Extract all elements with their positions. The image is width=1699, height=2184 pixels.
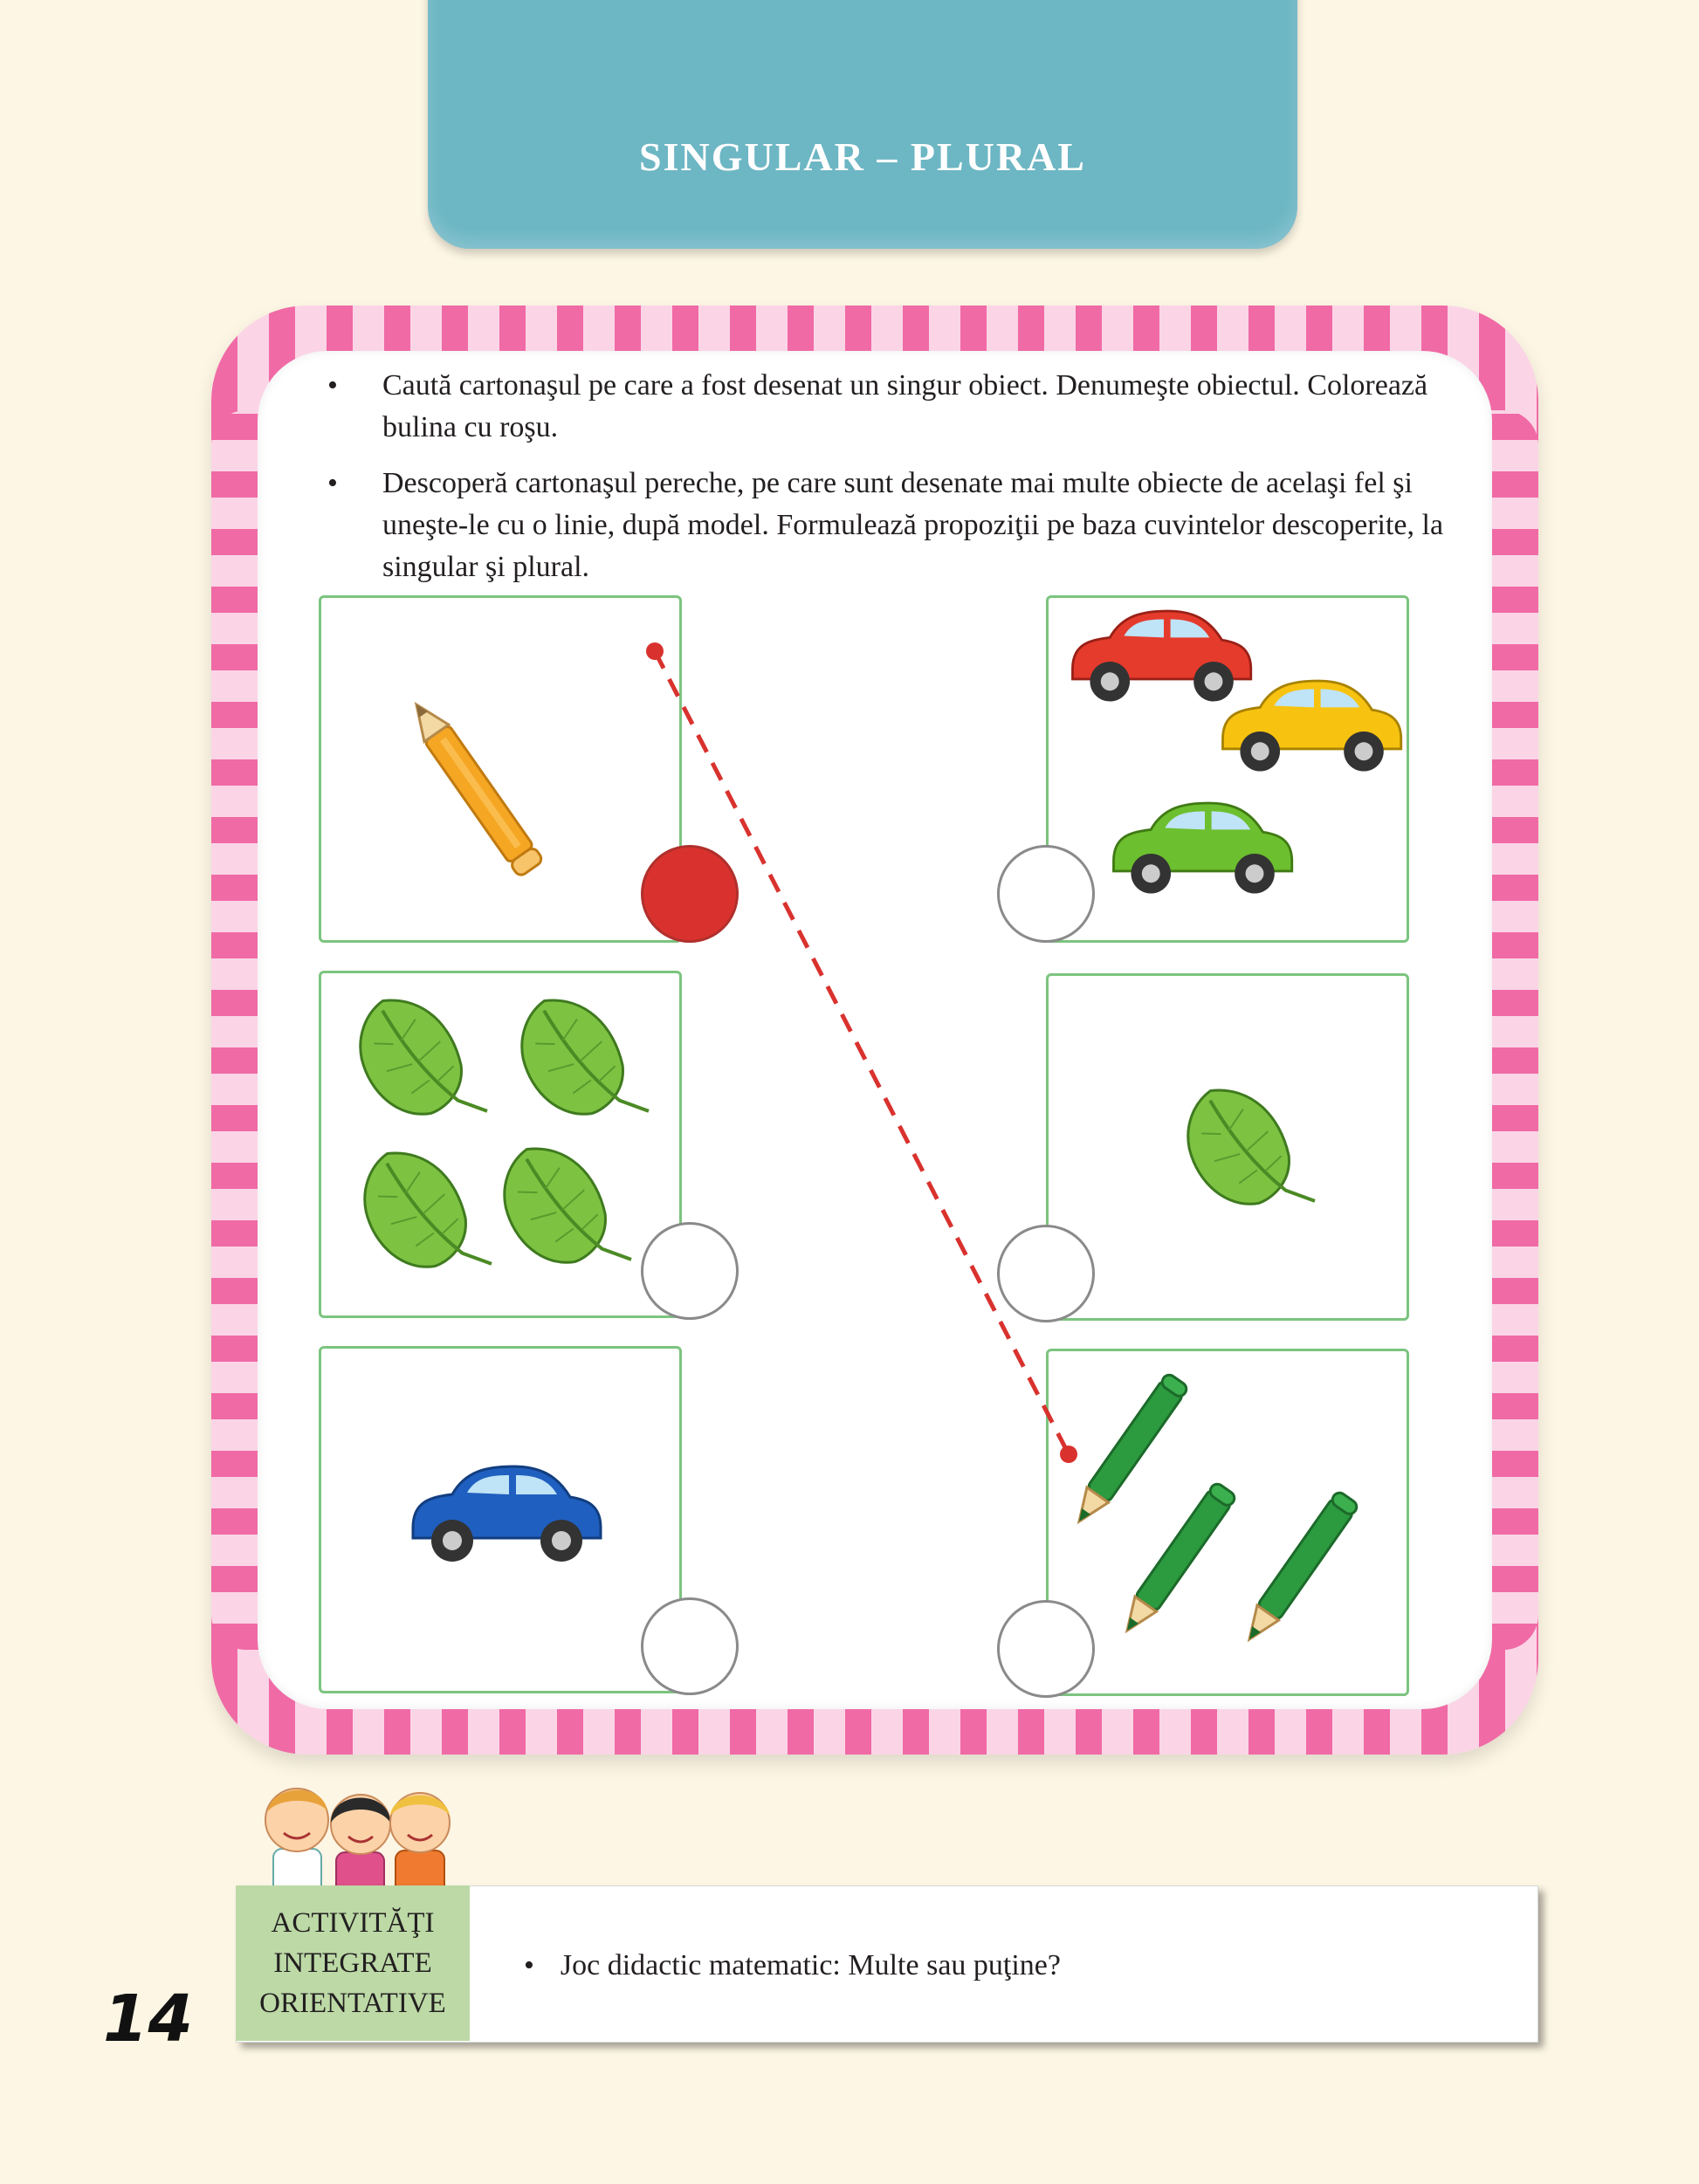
instruction-text: Caută cartonaşul pe care a fost desenat un singur obiect. Denumeşte obiectul. Colorează bulina cu roşu. bbox=[382, 369, 1428, 443]
activity-item bbox=[524, 1949, 1061, 1982]
activities-label-line: INTEGRATE bbox=[273, 1947, 432, 1979]
activities-label bbox=[236, 1885, 470, 2041]
page-title: SINGULAR – PLURAL bbox=[639, 134, 1086, 179]
bullet: • bbox=[327, 467, 338, 499]
activity-text: Joc didactic matematic: Multe sau puţine? bbox=[560, 1949, 1061, 1981]
page-number: 14 bbox=[103, 1981, 193, 2057]
bullet: • bbox=[524, 1949, 534, 1981]
instruction-text: Descoperă cartonaşul pereche, pe care sunt desenate mai multe obiecte de acelaşi fel şi uneşte-le cu o linie, după model. Formulează propoziţii pe baza cuvintelor descoperite, la singular şi plural. bbox=[382, 467, 1444, 583]
activities-label-line: ORIENTATIVE bbox=[259, 1988, 446, 2019]
bullet: • bbox=[327, 369, 338, 402]
activities-label-line: ACTIVITĂŢI bbox=[271, 1907, 435, 1939]
